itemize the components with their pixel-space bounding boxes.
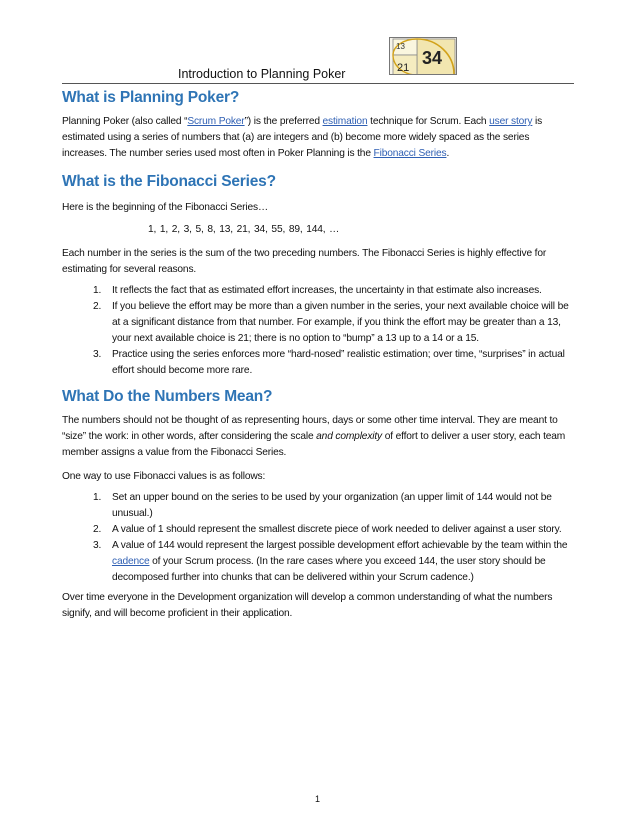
page-number: 1: [315, 794, 321, 804]
usage-list: [62, 490, 576, 586]
list-item: 2. A value of 1 should represent the smallest discrete piece of work needed to deliver against a user story.: [93, 524, 562, 535]
reasons-list: [62, 283, 576, 379]
closing-paragraph: Over time everyone in the Development organization will develop a common understanding of what the numbers signify, and will become proficient in their application.: [62, 592, 553, 619]
list-item: 2. If you believe the effort may be more than a given number in the series, your next available choice will be at a significant distance from that number. For example, if you think the effort may be greater than a 13, your next available choice is 21; there is no option to “bump” a 13 up to a 14 or a 15.: [93, 301, 569, 344]
cadence-link[interactable]: cadence: [112, 556, 150, 567]
header-rule: [62, 83, 574, 84]
logo-number-small: 13: [396, 42, 405, 51]
list-item: 3. Practice using the series enforces more “hard-nosed” realistic estimation; over time, “surprises” in actual effort should become more rare.: [93, 349, 565, 376]
planning-poker-paragraph: Planning Poker (also called “Scrum Poker”) is the preferred estimation technique for Scrum. Each user story is estimated using a series of numbers that (a) are integers and (b) become more widely spaced as the series increases. The number series used most often in Poker Planning is the Fibonacci Series.: [62, 116, 543, 159]
document-body: [62, 88, 576, 622]
fibonacci-logo: [389, 37, 457, 75]
fibonacci-intro: Here is the beginning of the Fibonacci Series…: [62, 202, 269, 213]
section-heading-numbers-meaning: What Do the Numbers Mean?: [62, 388, 273, 405]
section-heading-planning-poker: What is Planning Poker?: [62, 89, 240, 106]
list-item: 1. Set an upper bound on the series to be used by your organization (an upper limit of 144 would not be unusual.): [93, 492, 552, 519]
list-item: 3. A value of 144 would represent the largest possible development effort achievable by the team within the cadence of your Scrum process. (In the rare cases where you exceed 144, the user story should be decomposed further into chunks that can be delivered within your Scrum cadence.): [93, 540, 568, 583]
fibonacci-usage-intro: One way to use Fibonacci values is as follows:: [62, 471, 266, 482]
fibonacci-explanation: Each number in the series is the sum of the two preceding numbers. The Fibonacci Series is highly effective for estimating for several reasons.: [62, 248, 547, 275]
header-title: Introduction to Planning Poker: [178, 67, 346, 81]
logo-number-mid: 21: [397, 62, 410, 74]
user-story-link[interactable]: user story: [489, 116, 533, 127]
fibonacci-series-link[interactable]: Fibonacci Series: [373, 148, 447, 159]
fibonacci-spiral-icon: [390, 38, 457, 75]
list-item: 1. It reflects the fact that as estimated effort increases, the uncertainty in that estimate also increases.: [93, 285, 542, 296]
estimation-link[interactable]: estimation: [322, 116, 368, 127]
section-heading-fibonacci-series: What is the Fibonacci Series?: [62, 173, 276, 190]
logo-number-big: 34: [422, 48, 443, 68]
scrum-poker-link[interactable]: Scrum Poker: [187, 116, 245, 127]
fibonacci-sequence: 1, 1, 2, 3, 5, 8, 13, 21, 34, 55, 89, 144, …: [148, 224, 340, 235]
numbers-meaning-paragraph: The numbers should not be thought of as representing hours, days or some other time interval. They are meant to “size” the work: in other words, after considering the scale and complexity of effort to deliver a user story, each team member assigns a value from the Fibonacci Series.: [62, 415, 566, 458]
